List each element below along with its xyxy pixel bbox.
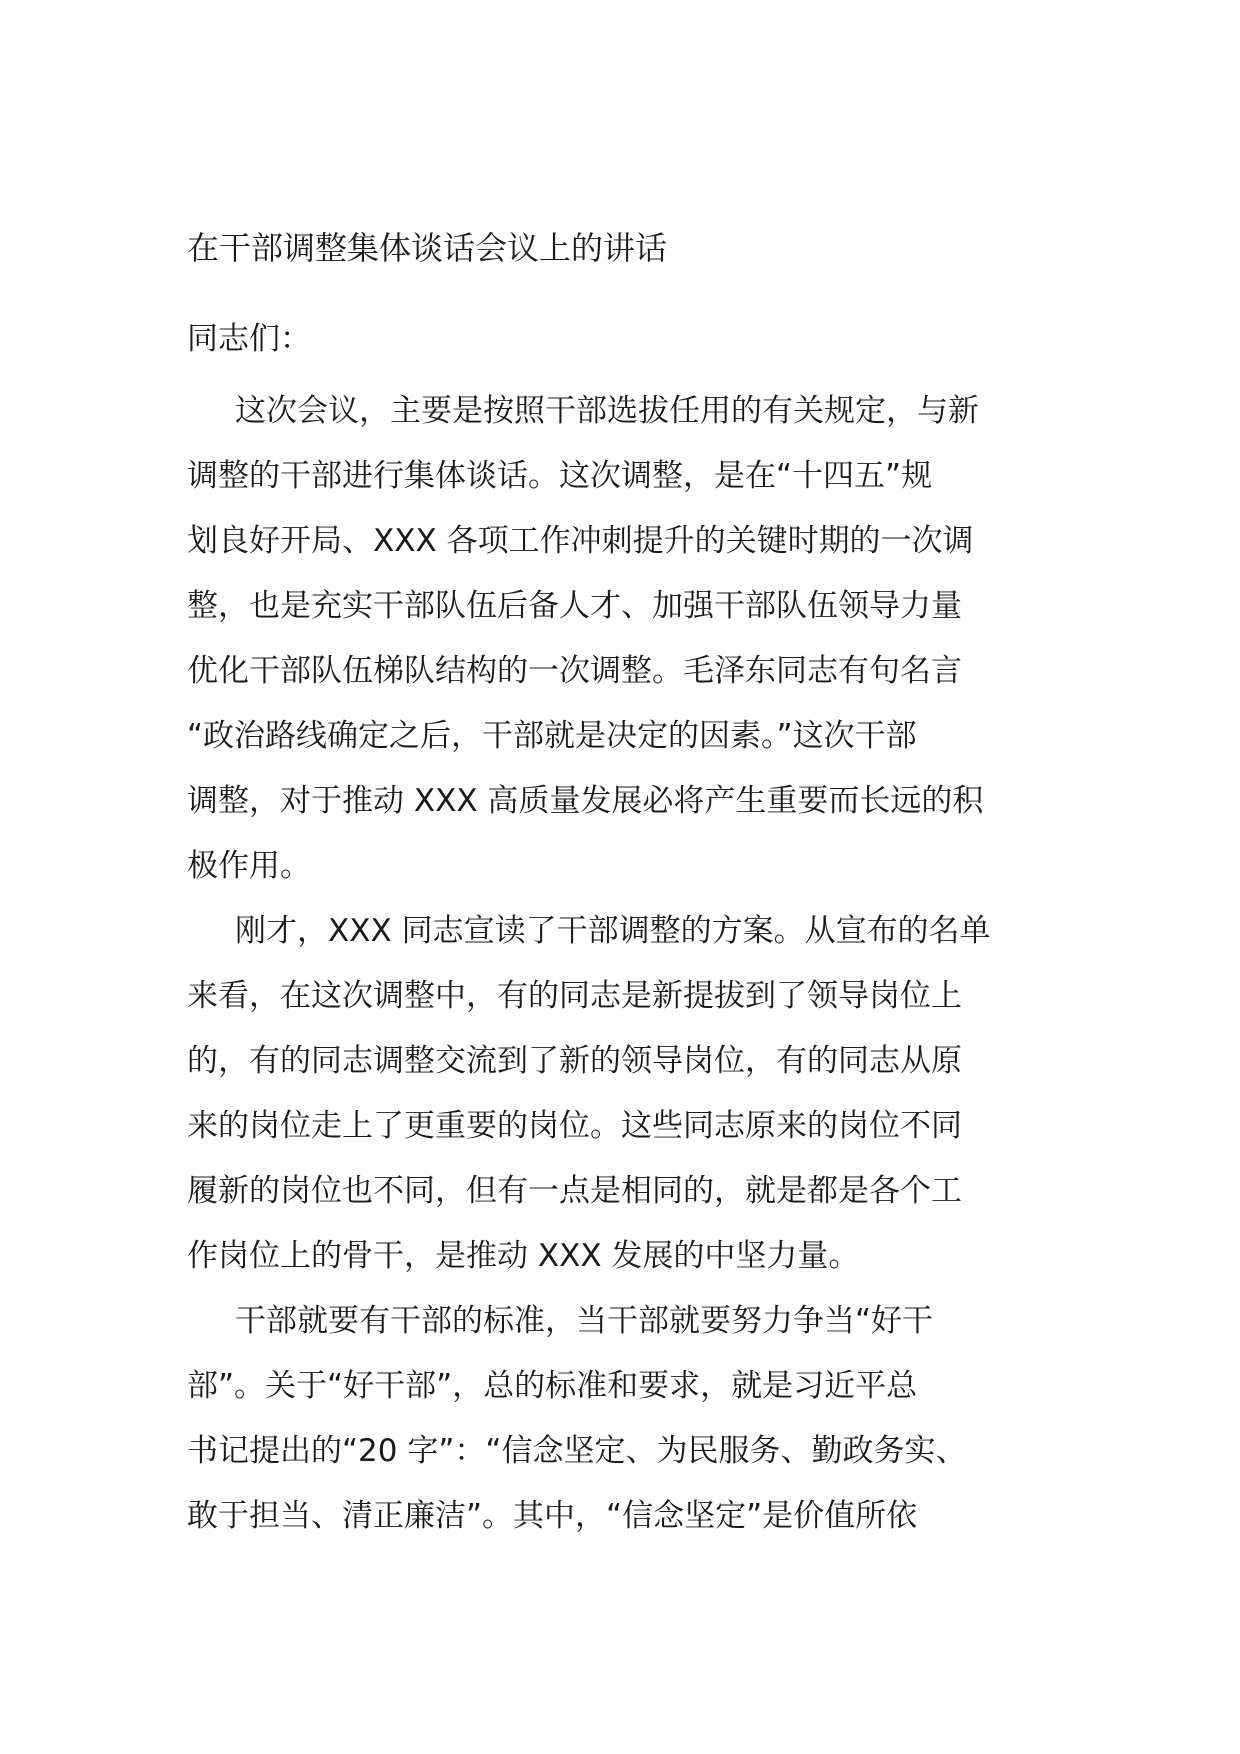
paragraph-line: 优化干部队伍梯队结构的一次调整。毛泽东同志有句名言 <box>187 653 962 689</box>
paragraph-line: 干部就要有干部的标准，当干部就要努力争当“好干 <box>235 1303 934 1339</box>
greeting: 同志们： <box>187 321 311 357</box>
paragraph-line: 调整，对于推动 XXX 高质量发展必将产生重要而长远的积 <box>187 783 984 819</box>
paragraph-line: 刚才，XXX 同志宣读了干部调整的方案。从宣布的名单 <box>235 913 991 949</box>
paragraph-line: 来看，在这次调整中，有的同志是新提拔到了领导岗位上 <box>187 978 962 1014</box>
paragraph-line: 这次会议，主要是按照干部选拔任用的有关规定，与新 <box>235 393 979 429</box>
paragraph-2 <box>187 899 1087 1289</box>
paragraph-line: 划良好开局、XXX 各项工作冲刺提升的关键时期的一次调 <box>187 523 974 559</box>
paragraph-line: 来的岗位走上了更重要的岗位。这些同志原来的岗位不同 <box>187 1108 962 1144</box>
paragraph-line: 调整的干部进行集体谈话。这次调整，是在“十四五”规 <box>187 458 933 494</box>
paragraph-line: 极作用。 <box>187 848 311 884</box>
paragraph-line: 作岗位上的骨干，是推动 XXX 发展的中坚力量。 <box>187 1238 860 1274</box>
paragraph-line: “政治路线确定之后，干部就是决定的因素。”这次干部 <box>187 718 917 754</box>
paragraph-line: 的，有的同志调整交流到了新的领导岗位，有的同志从原 <box>187 1043 962 1079</box>
document-body <box>187 379 1087 1549</box>
paragraph-1 <box>187 379 1087 899</box>
paragraph-line: 书记提出的“20 字”：“信念坚定、为民服务、勤政务实、 <box>187 1433 967 1469</box>
paragraph-line: 整，也是充实干部队伍后备人才、加强干部队伍领导力量 <box>187 588 962 624</box>
paragraph-line: 部”。关于“好干部”，总的标准和要求，就是习近平总 <box>187 1368 918 1404</box>
paragraph-3 <box>187 1289 1087 1549</box>
paragraph-line: 履新的岗位也不同，但有一点是相同的，就是都是各个工 <box>187 1173 962 1209</box>
paragraph-line: 敢于担当、清正廉洁”。其中，“信念坚定”是价值所依 <box>187 1498 918 1534</box>
document-title: 在干部调整集体谈话会议上的讲话 <box>187 229 668 267</box>
